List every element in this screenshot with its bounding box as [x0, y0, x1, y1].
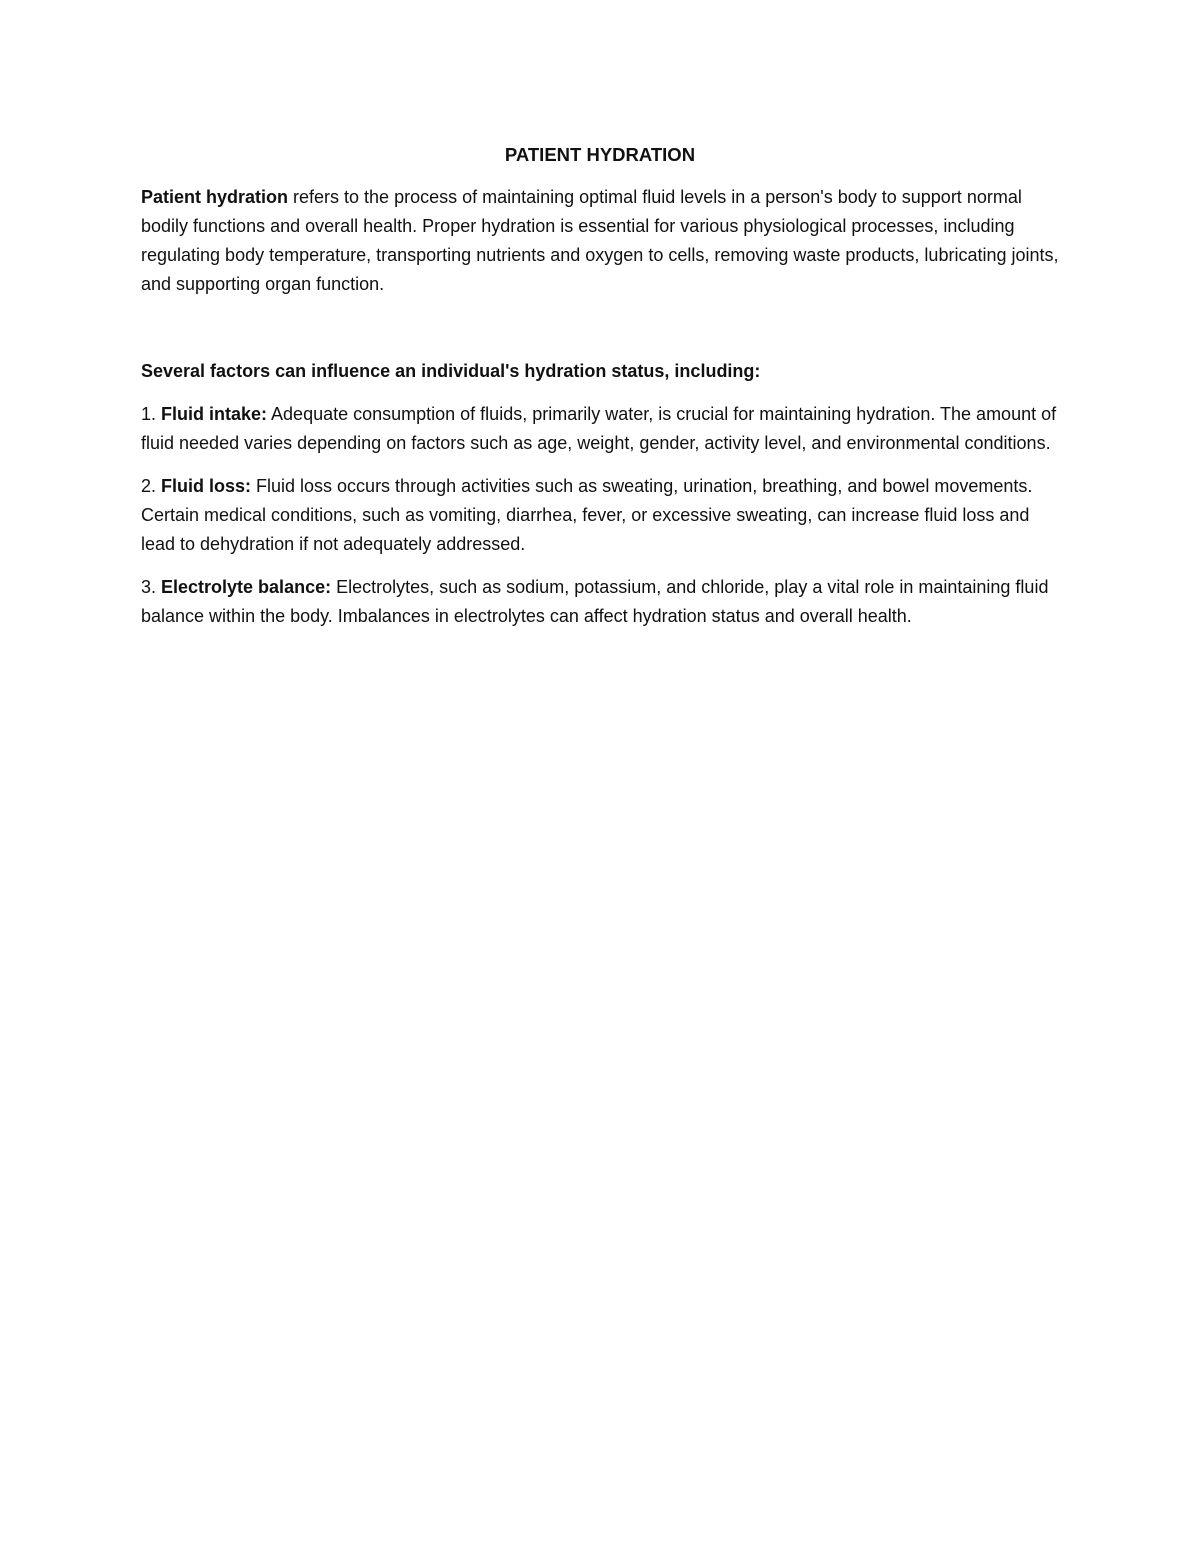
factor-term: Electrolyte balance: [161, 577, 332, 597]
paragraph-spacer [141, 313, 1059, 357]
factors-heading: Several factors can influence an individual's hydration status, including: [141, 361, 761, 381]
intro-text: refers to the process of maintaining optimal fluid levels in a person's body to support normal bodily functions and overall health. Proper hydration is essential for various physiological processes, including regulating body temperature, transporting nutrients and oxygen to cells, removing waste products, lubricating joints, and supporting organ function. [141, 187, 1059, 294]
factor-number: 1. [141, 404, 162, 424]
factor-text: Fluid loss occurs through activities such as sweating, urination, breathing, and bowel movements. Certain medical conditions, such as vomiting, diarrhea, fever, or excessive sweating, can increase fluid loss and lead to dehydration if not adequately addressed. [141, 476, 1033, 554]
factor-item-fluid-loss [141, 472, 1059, 559]
document-body [141, 140, 1059, 645]
factor-term: Fluid intake: [161, 404, 268, 424]
intro-paragraph [141, 183, 1059, 299]
factor-number: 3. [141, 577, 162, 597]
factor-text: Adequate consumption of fluids, primarily water, is crucial for maintaining hydration. The amount of fluid needed varies depending on factors such as age, weight, gender, activity level, and environmental conditions. [141, 404, 1057, 453]
factor-number: 2. [141, 476, 162, 496]
factor-text: Electrolytes, such as sodium, potassium, and chloride, play a vital role in maintaining fluid balance within the body. Imbalances in electrolytes can affect hydration status and overall health. [141, 577, 1049, 626]
factor-item-fluid-intake [141, 400, 1059, 458]
intro-term: Patient hydration [141, 187, 289, 207]
factor-term: Fluid loss: [161, 476, 252, 496]
document-title: PATIENT HYDRATION [504, 144, 696, 165]
factor-item-electrolyte-balance [141, 573, 1059, 631]
